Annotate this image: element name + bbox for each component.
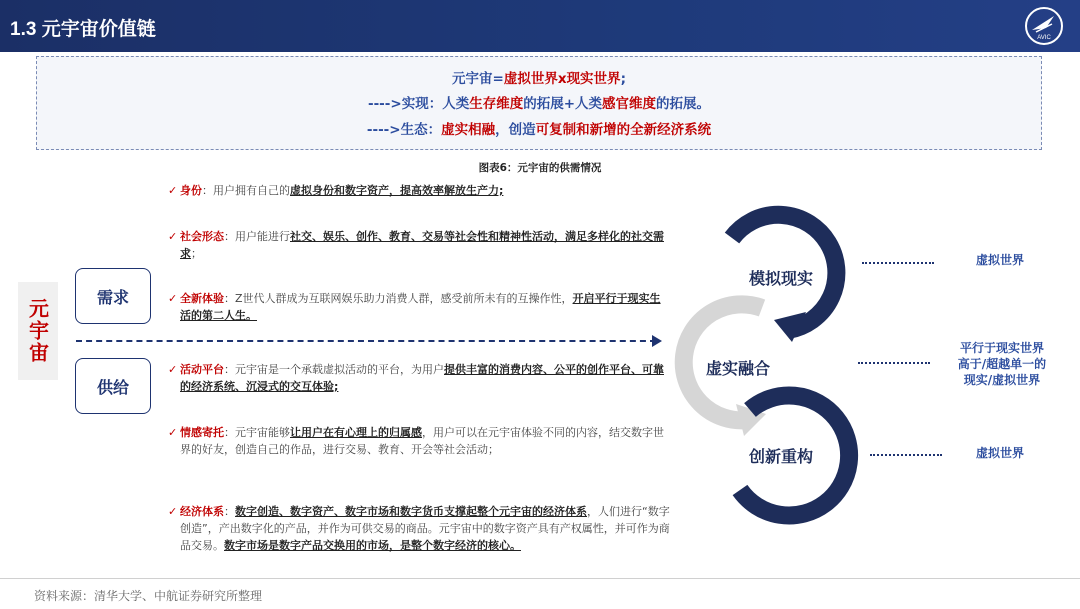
right-label-virtual-world-1: 虚拟世界: [975, 253, 1024, 267]
list-item-social-form: ✓ 社会形态：用户能进行社交、娱乐、创作、教育、交易等社会性和精神性活动，满足多样化的社交需求；: [168, 230, 664, 260]
demand-box: 需求: [75, 268, 151, 324]
supply-box: 供给: [75, 358, 151, 414]
check-icon: ✓: [168, 292, 178, 305]
list-item-activity-platform: ✓ 活动平台：元宇宙是一个承载虚拟活动的平台，为用户提供丰富的消费内容、公平的创作平台、可靠的经济系统、沉浸式的交互体验;: [168, 363, 664, 393]
check-icon: ✓: [168, 230, 178, 243]
page-title: 1.3 元宇宙价值链: [10, 19, 156, 40]
summary-line-1: 元宇宙=虚拟世界x现实世界;: [452, 71, 626, 87]
label-simulate-reality: 模拟现实: [749, 271, 814, 288]
svg-text:AVIC: AVIC: [1037, 35, 1051, 41]
list-item-identity: ✓ 身份：用户拥有自己的虚拟身份和数字资产，提高效率解放生产力;: [168, 184, 504, 197]
summary-line-3: ---->生态：虚实相融，创造可复制和新增的全新经济系统: [366, 122, 712, 138]
list-item-economic-system: ✓ 经济体系：数字创造、数字资产、数字市场和数字货币支撑起整个元宇宙的经济体系，人们进行“数字创造”，产出数字化的产品，并作为可供交易的商品。元宇宙中的数字资产具有产权属性，并可作为商品交易。数字市场是数字产品交换用的市场，是整个数字经济的核心。: [168, 505, 670, 552]
title-bar: [0, 0, 1080, 52]
check-icon: ✓: [168, 184, 178, 197]
check-icon: ✓: [168, 426, 178, 439]
list-item-new-experience: ✓ 全新体验：Z世代人群成为互联网娱乐助力消费人群，感受前所未有的互操作性，开启平行于现实生活的第二人生。: [168, 292, 661, 322]
summary-line-2: ---->实现：人类生存维度的拓展+人类感官维度的拓展。: [367, 96, 711, 112]
right-label-virtual-world-2: 虚拟世界: [975, 446, 1024, 460]
demand-supply-divider: [76, 340, 656, 342]
summary-box: [36, 56, 1042, 150]
source-note: 资料来源：清华大学、中航证券研究所整理: [34, 589, 263, 603]
label-virtual-real-fusion: 虚实融合: [706, 361, 771, 378]
metaverse-vertical-label: 元宇宙: [18, 282, 58, 380]
list-item-emotional-attachment: ✓ 情感寄托：元宇宙能够让用户在有心理上的归属感，用户可以在元宇宙体验不同的内容，结交数字世界的好友，创造自己的作品，进行交易、教育、开会等社会活动；: [168, 426, 664, 456]
right-label-parallel-world: 平行于现实世界 高于/超越单一的 现实/虚拟世界: [957, 341, 1047, 387]
dotted-connector: [870, 454, 942, 456]
dotted-connector: [862, 262, 934, 264]
avic-logo-icon: [1024, 6, 1064, 46]
footer: [0, 578, 1080, 609]
dotted-connector: [858, 362, 930, 364]
label-innovation-reconstruction: 创新重构: [749, 449, 814, 466]
divider-arrow-icon: [652, 335, 662, 347]
check-icon: ✓: [168, 363, 178, 376]
figure-caption: 图表6：元宇宙的供需情况: [478, 162, 602, 174]
check-icon: ✓: [168, 505, 178, 518]
